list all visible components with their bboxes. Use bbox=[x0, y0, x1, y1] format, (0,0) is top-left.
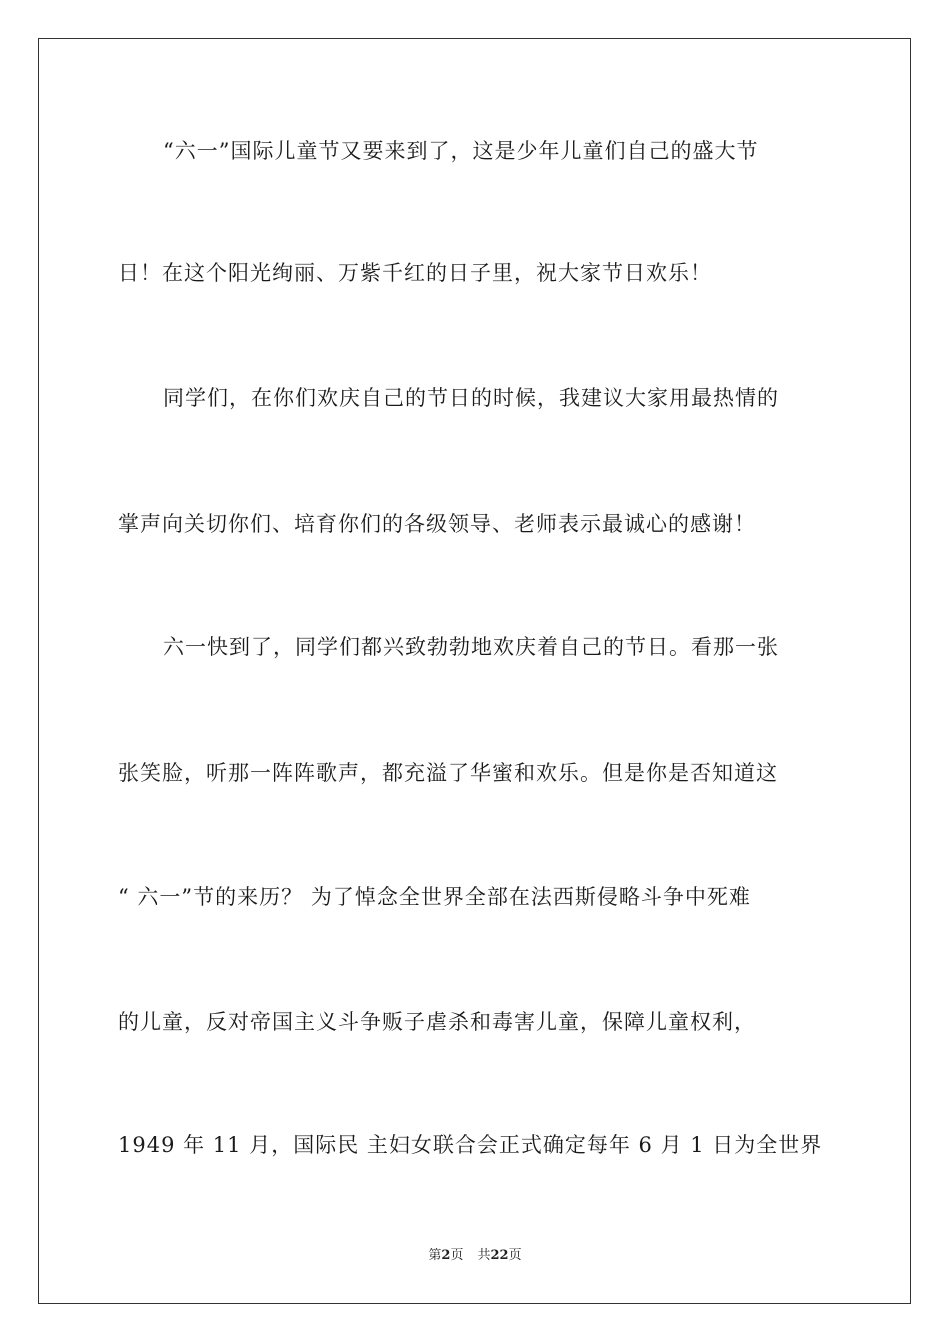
paragraph-1-line-2: 日！在这个阳光绚丽、万紫千红的日子里，祝大家节日欢乐！ bbox=[118, 261, 712, 285]
paragraph-1-line-1: “六一”国际儿童节又要来到了，这是少年儿童们自己的盛大节 bbox=[163, 139, 759, 163]
page-border bbox=[38, 38, 911, 1304]
paragraph-3-line-5: 1949 年 11 月，国际民 主妇女联合会正式确定每年 6 月 1 日为全世界 bbox=[118, 1133, 823, 1157]
total-pages: 22 bbox=[490, 1248, 509, 1263]
page-prefix: 第 bbox=[428, 1248, 442, 1263]
paragraph-3-line-3: “ 六一”节的来历？ 为了悼念全世界全部在法西斯侵略斗争中死难 bbox=[118, 885, 751, 909]
page-number: 2 bbox=[441, 1248, 451, 1263]
page-suffix: 页 bbox=[450, 1248, 464, 1263]
total-suffix: 页 bbox=[508, 1248, 522, 1263]
paragraph-2-line-2: 掌声向关切你们、培育你们的各级领导、老师表示最诚心的感谢！ bbox=[118, 512, 756, 536]
page-footer bbox=[0, 1247, 950, 1265]
paragraph-3-line-2: 张笑脸，听那一阵阵歌声，都充溢了华蜜和欢乐。但是你是否知道这 bbox=[118, 761, 778, 785]
paragraph-3-line-4: 的儿童，反对帝国主义斗争贩子虐杀和毒害儿童，保障儿童权利， bbox=[118, 1010, 756, 1034]
paragraph-2-line-1: 同学们，在你们欢庆自己的节日的时候，我建议大家用最热情的 bbox=[163, 386, 779, 410]
paragraph-3-line-1: 六一快到了，同学们都兴致勃勃地欢庆着自己的节日。看那一张 bbox=[163, 635, 779, 659]
total-prefix: 共 bbox=[477, 1248, 491, 1263]
